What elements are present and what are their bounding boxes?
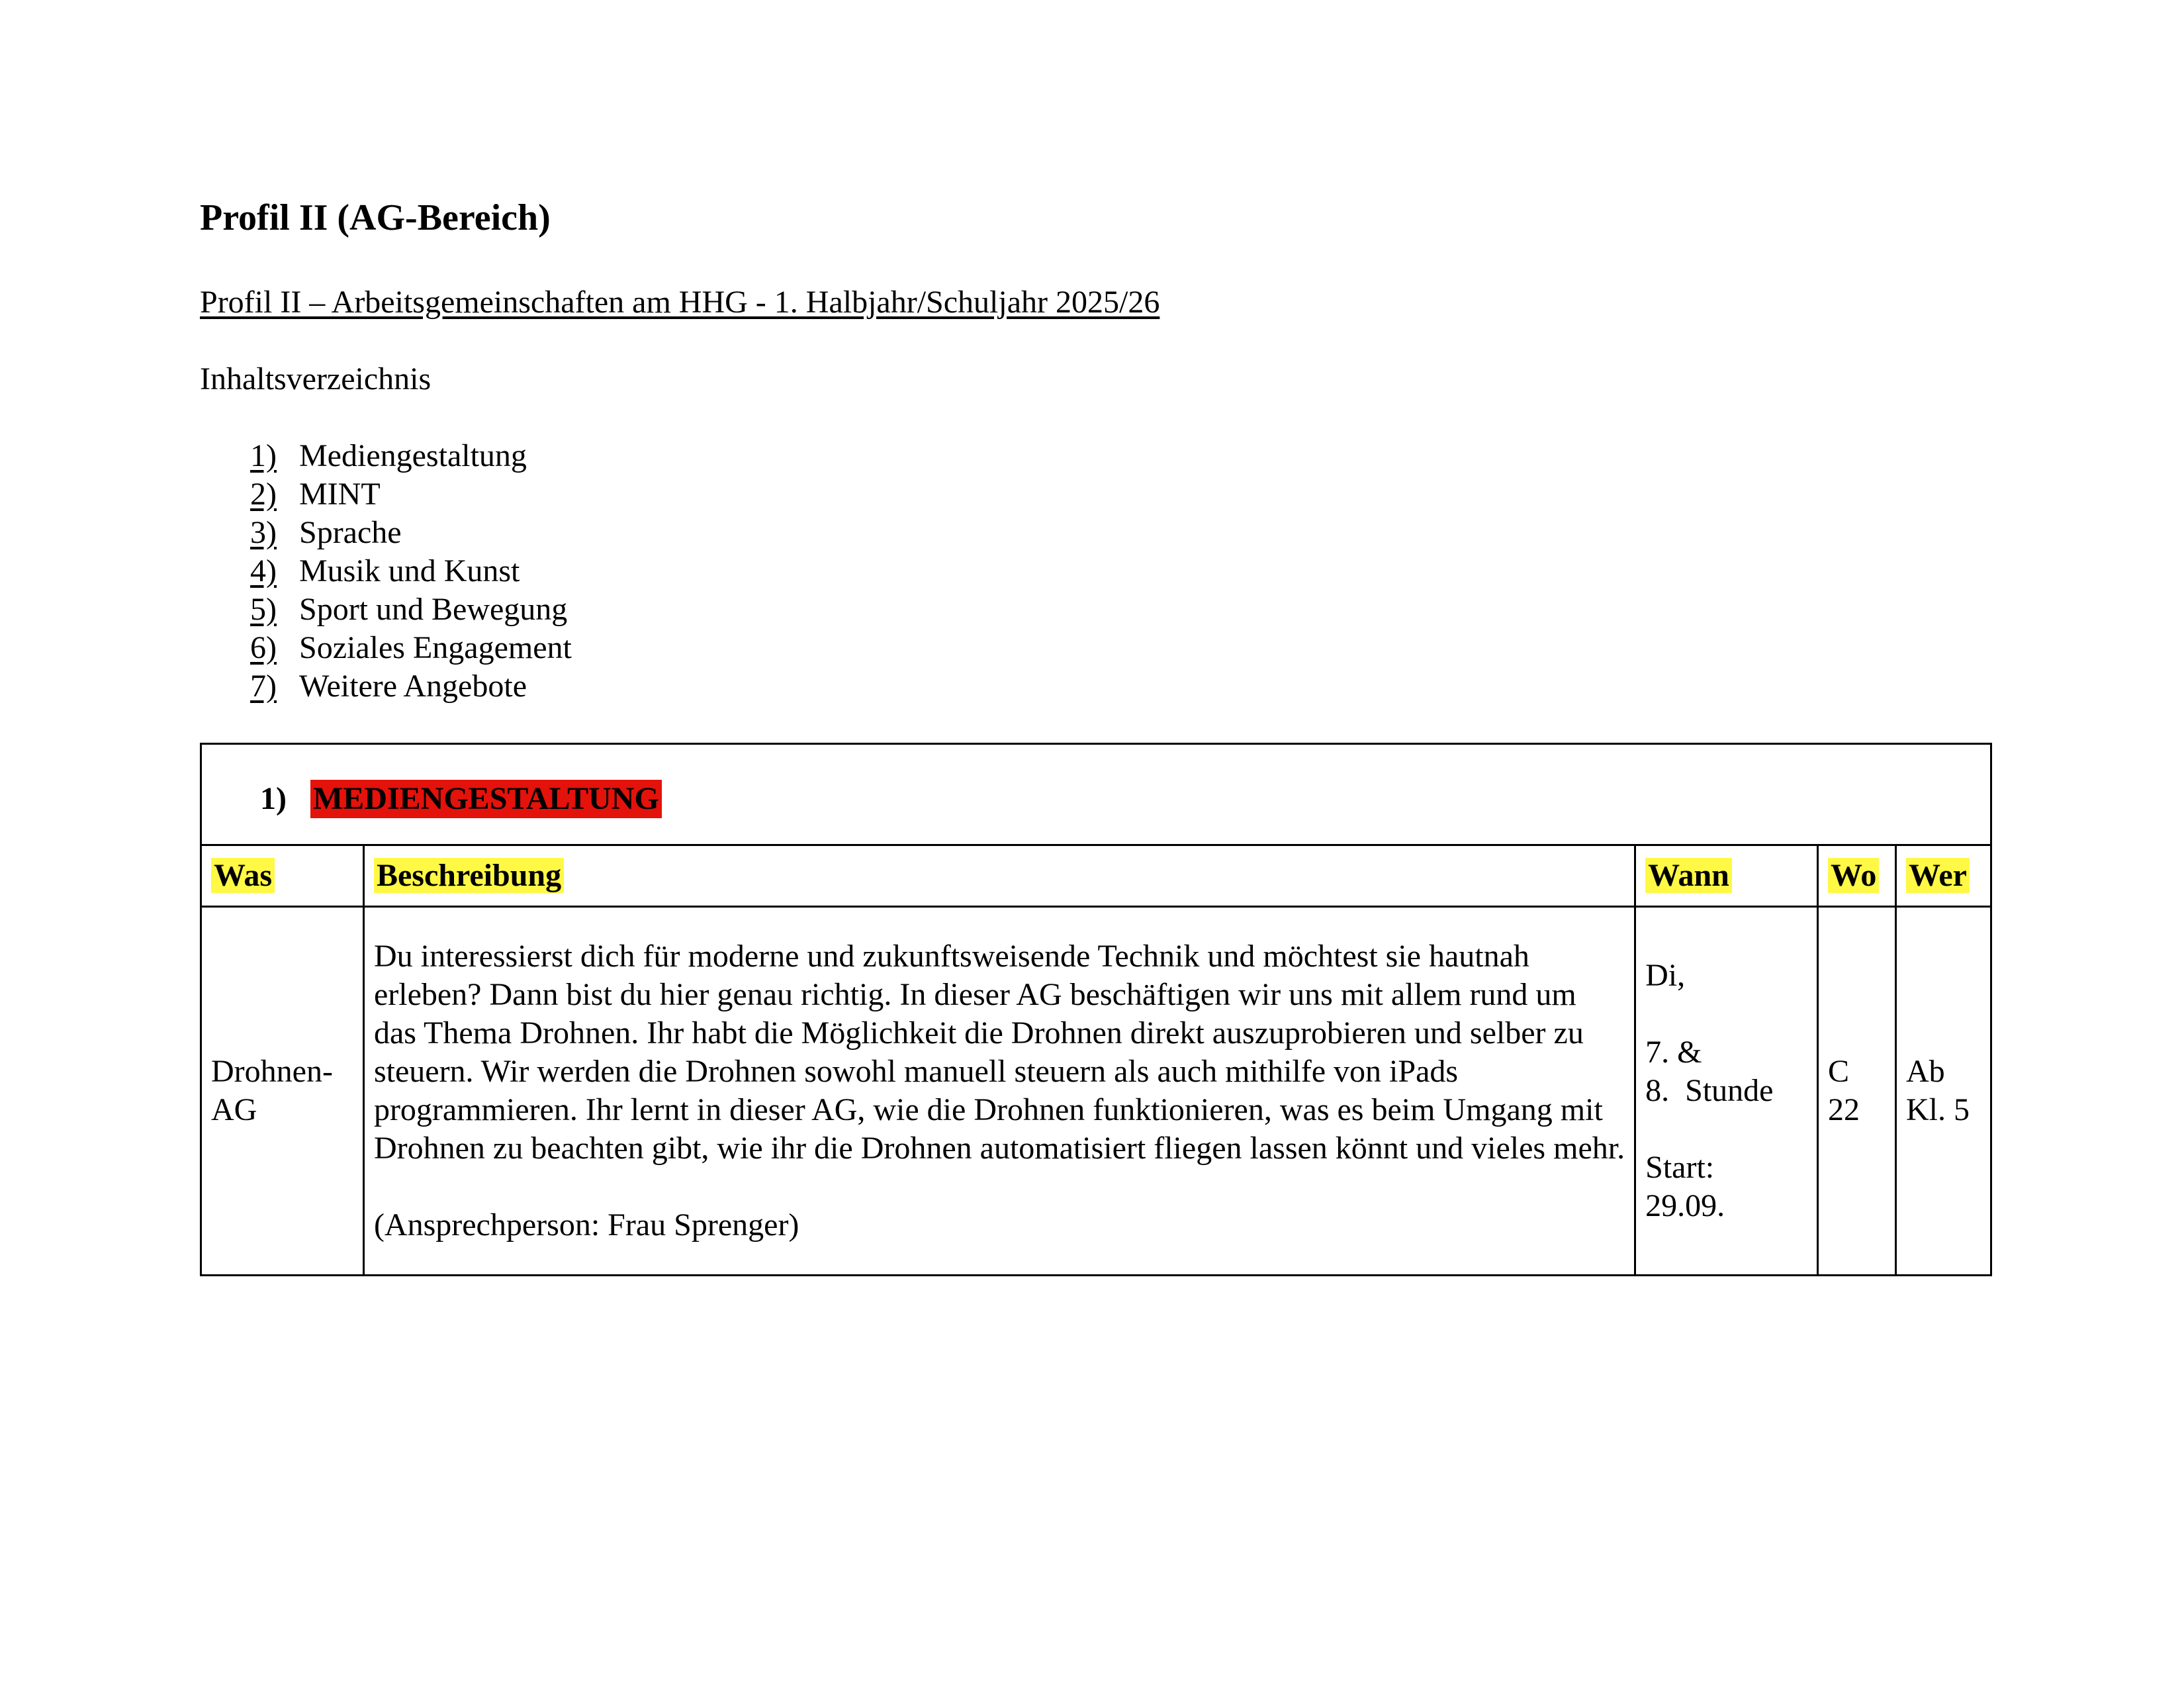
toc-item-number: 6) xyxy=(250,630,277,665)
toc-item-label: MINT xyxy=(299,477,381,512)
toc-item-number: 3) xyxy=(250,515,277,550)
wann-start-date: 29.09. xyxy=(1645,1188,1725,1223)
table-row xyxy=(201,907,1991,1276)
ag-name-line: AG xyxy=(211,1092,257,1127)
cell-wer xyxy=(1896,907,1991,1276)
toc-title: Inhaltsverzeichnis xyxy=(200,361,432,397)
cell-wann xyxy=(1635,907,1818,1276)
wo-line: 22 xyxy=(1828,1092,1860,1127)
section-header-cell xyxy=(201,744,1991,845)
wann-day: Di, xyxy=(1645,958,1686,993)
toc-item[interactable] xyxy=(250,667,572,706)
column-header-label: Wo xyxy=(1828,858,1879,893)
toc-item[interactable] xyxy=(250,552,572,590)
document-subtitle: Profil II – Arbeitsgemeinschaften am HHG - 1. Halbjahr/Schuljahr 2025/26 xyxy=(200,285,1160,320)
column-header-row xyxy=(201,845,1991,907)
toc-item-label: Soziales Engagement xyxy=(299,630,572,665)
column-header-was xyxy=(201,845,364,907)
toc-item-number: 7) xyxy=(250,669,277,704)
toc-item[interactable] xyxy=(250,629,572,667)
wann-start-label: Start: xyxy=(1645,1150,1715,1185)
toc-item-number: 5) xyxy=(250,592,277,627)
ag-contact: (Ansprechperson: Frau Sprenger) xyxy=(373,1207,799,1243)
column-header-label: Was xyxy=(211,858,275,893)
wer-line: Ab xyxy=(1906,1054,1945,1089)
toc-item-label: Sport und Bewegung xyxy=(299,592,568,627)
cell-was xyxy=(201,907,364,1276)
toc-item-number: 2) xyxy=(250,477,277,512)
cell-wo xyxy=(1818,907,1896,1276)
page-heading: Profil II (AG-Bereich) xyxy=(200,197,551,238)
toc-item-label: Weitere Angebote xyxy=(299,669,527,704)
toc-item[interactable] xyxy=(250,590,572,629)
column-header-wo xyxy=(1818,845,1896,907)
ag-table xyxy=(200,743,1992,1276)
toc-item-label: Musik und Kunst xyxy=(299,553,520,588)
wo-line: C xyxy=(1828,1054,1850,1089)
wer-line: Kl. 5 xyxy=(1906,1092,1970,1127)
toc-item-number: 1) xyxy=(250,438,277,473)
ag-description: Du interessierst dich für moderne und zukunftsweisende Technik und möchtest sie hautnah erleben? Dann bist du hier genau richtig. In dieser AG beschäftigen wir uns mit allem rund um das Thema Drohnen. Ihr habt die Möglichkeit die Drohnen direkt auszuprobieren und selber zu steuern. Wir werden die Drohnen sowohl manuell steuern als auch mithilfe von iPads programmieren. Ihr lernt in dieser AG, wie die Drohnen funktionieren, was es beim Umgang mit Drohnen zu beachten gibt, wie ihr die Drohnen automatisiert fliegen lassen könnt und vieles mehr. xyxy=(373,939,1625,1166)
column-header-beschreibung xyxy=(363,845,1635,907)
section-number: 1) xyxy=(260,781,287,816)
toc-item-label: Sprache xyxy=(299,515,402,550)
section-header-row xyxy=(201,744,1991,845)
table-of-contents xyxy=(250,437,572,706)
column-header-wann xyxy=(1635,845,1818,907)
ag-name-line: Drohnen- xyxy=(211,1054,333,1089)
toc-item-label: Mediengestaltung xyxy=(299,438,527,473)
column-header-wer xyxy=(1896,845,1991,907)
column-header-label: Wer xyxy=(1906,858,1970,893)
cell-beschreibung xyxy=(363,907,1635,1276)
wann-hours: 7. & xyxy=(1645,1035,1702,1070)
toc-item[interactable] xyxy=(250,475,572,514)
column-header-label: Wann xyxy=(1645,858,1732,893)
toc-item[interactable] xyxy=(250,437,572,475)
section-title: MEDIENGESTALTUNG xyxy=(310,780,662,818)
toc-item-number: 4) xyxy=(250,553,277,588)
toc-item[interactable] xyxy=(250,514,572,552)
wann-hours: 8. Stunde xyxy=(1645,1073,1774,1108)
column-header-label: Beschreibung xyxy=(374,858,564,893)
